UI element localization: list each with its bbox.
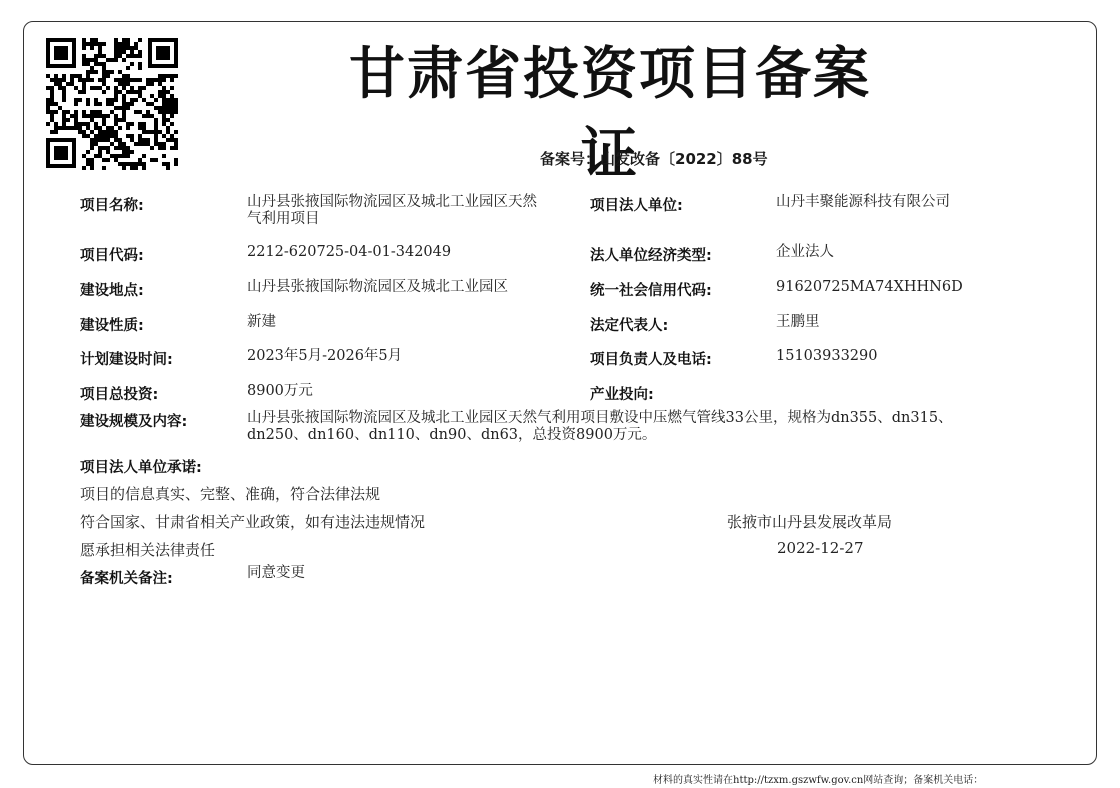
project-code-label: 项目代码:: [80, 248, 144, 264]
project-code-value: 2212-620725-04-01-342049: [247, 244, 452, 260]
credit-code-label: 统一社会信用代码:: [590, 283, 712, 299]
record-number: 备案号：山发改备〔2022〕88号: [540, 150, 768, 168]
entity-type-label: 法人单位经济类型:: [590, 248, 712, 264]
period-value: 2023年5月-2026年5月: [247, 348, 403, 364]
legal-entity-label: 项目法人单位:: [590, 198, 683, 214]
investment-label: 项目总投资:: [80, 387, 159, 403]
credit-code-value: 91620725MA74XHHN6D: [776, 279, 963, 295]
legal-rep-label: 法定代表人:: [590, 318, 669, 334]
remarks-value: 同意变更: [247, 565, 305, 581]
authority-name: 张掖市山丹县发展改革局: [727, 513, 893, 531]
project-name-label: 项目名称:: [80, 198, 144, 214]
commitment-label: 项目法人单位承诺:: [80, 460, 202, 476]
commitment-line-2: 符合国家、甘肃省相关产业政策，如有违法违规情况: [80, 513, 426, 531]
project-name-value: 山丹县张掖国际物流园区及城北工业园区天然气利用项目: [247, 194, 537, 227]
nature-label: 建设性质:: [80, 318, 144, 334]
location-label: 建设地点:: [80, 283, 144, 299]
legal-entity-value: 山丹丰聚能源科技有限公司: [776, 194, 950, 210]
authority-date: 2022-12-27: [777, 539, 864, 557]
legal-rep-value: 王鹏里: [776, 314, 820, 330]
qr-code[interactable]: [44, 36, 180, 170]
nature-value: 新建: [247, 314, 276, 330]
scope-label: 建设规模及内容:: [80, 414, 188, 430]
location-value: 山丹县张掖国际物流园区及城北工业园区: [247, 279, 508, 295]
scope-value: 山丹县张掖国际物流园区及城北工业园区天然气利用项目敷设中压燃气管线33公里，规格为dn355、dn315、dn250、dn160、dn110、dn90、dn63，总投资8900万元。: [247, 410, 953, 443]
contact-label: 项目负责人及电话:: [590, 352, 712, 368]
contact-value: 15103933290: [776, 348, 878, 364]
investment-value: 8900万元: [247, 383, 313, 399]
remarks-label: 备案机关备注:: [80, 571, 173, 587]
verification-footer: 材料的真实性请在http://tzxm.gszwfw.gov.cn网站查询；备案机关电话：: [653, 775, 984, 786]
commitment-line-3: 愿承担相关法律责任: [80, 541, 216, 559]
period-label: 计划建设时间:: [80, 352, 173, 368]
certificate-title: 甘肃省投资项目备案证: [349, 42, 871, 187]
industry-label: 产业投向:: [590, 387, 654, 403]
entity-type-value: 企业法人: [776, 244, 834, 260]
commitment-line-1: 项目的信息真实、完整、准确，符合法律法规: [80, 485, 381, 503]
